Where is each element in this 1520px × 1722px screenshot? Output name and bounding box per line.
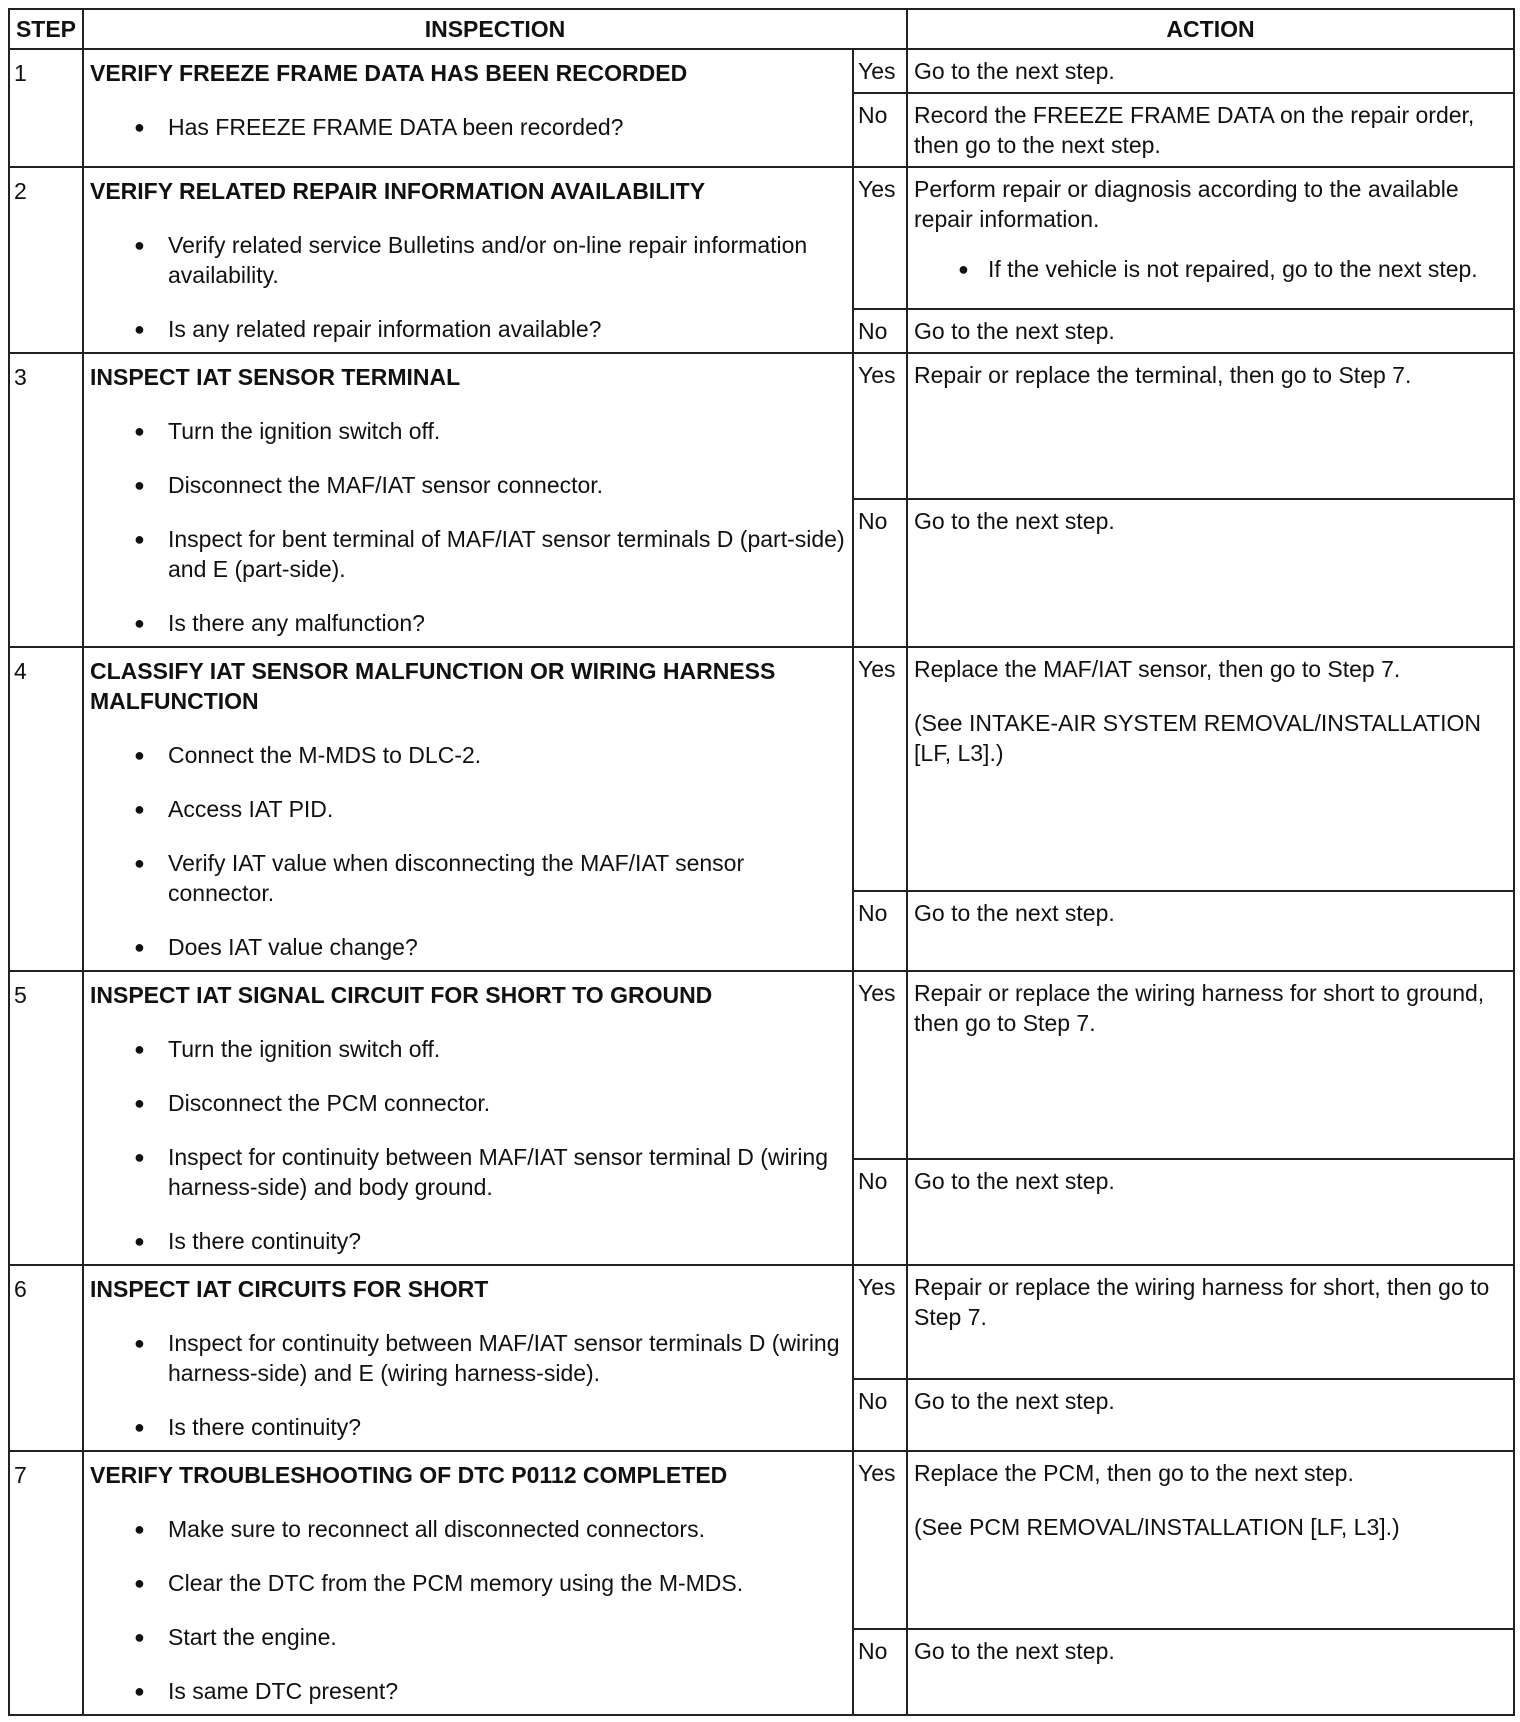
no-action: Go to the next step. — [907, 1159, 1514, 1265]
step-number: 2 — [9, 167, 83, 353]
step-title: VERIFY FREEZE FRAME DATA HAS BEEN RECORDED — [90, 60, 688, 86]
bullet-list — [90, 740, 846, 962]
header-step: STEP — [9, 9, 83, 49]
no-label: No — [853, 1629, 907, 1715]
bullet-item: ● Is there continuity? — [90, 1226, 846, 1256]
bullet-item: ● Has FREEZE FRAME DATA been recorded? — [90, 112, 846, 142]
bullet-item: ● Turn the ignition switch off. — [90, 1034, 846, 1064]
yes-action: Replace the PCM, then go to the next step. — [914, 1460, 1354, 1486]
yes-label: Yes — [853, 647, 907, 891]
bullet-list — [90, 112, 846, 142]
step-inspection — [83, 971, 853, 1265]
no-label: No — [853, 891, 907, 971]
no-label: No — [853, 1379, 907, 1451]
yes-note: (See INTAKE-AIR SYSTEM REMOVAL/INSTALLATION [LF, L3].) — [914, 710, 1482, 766]
bullet-item: ● Is same DTC present? — [90, 1676, 846, 1706]
yes-label: Yes — [853, 1265, 907, 1379]
yes-action-cell — [907, 1451, 1514, 1629]
step-2-yes-row — [9, 167, 1514, 309]
yes-label: Yes — [853, 167, 907, 309]
bullet-item: ● Is there continuity? — [90, 1412, 846, 1442]
bullet-item: ● Is there any malfunction? — [90, 608, 846, 638]
bullet-item: ● Access IAT PID. — [90, 794, 846, 824]
step-inspection — [83, 1265, 853, 1451]
yes-action-cell — [907, 647, 1514, 891]
bullet-item: ● Clear the DTC from the PCM memory using the M-MDS. — [90, 1568, 846, 1598]
step-title: VERIFY TROUBLESHOOTING OF DTC P0112 COMPLETED — [90, 1462, 728, 1488]
bullet-item: ● Make sure to reconnect all disconnected connectors. — [90, 1514, 846, 1544]
step-7-yes-row — [9, 1451, 1514, 1629]
bullet-list — [90, 1514, 846, 1706]
header-action: ACTION — [907, 9, 1514, 49]
step-title: INSPECT IAT SENSOR TERMINAL — [90, 364, 461, 390]
no-action: Go to the next step. — [907, 1379, 1514, 1451]
bullet-list — [90, 230, 846, 344]
bullet-item: ● Disconnect the MAF/IAT sensor connector. — [90, 470, 846, 500]
step-1-yes-row — [9, 49, 1514, 93]
no-label: No — [853, 499, 907, 647]
troubleshooting-table — [8, 8, 1515, 1716]
step-number: 6 — [9, 1265, 83, 1451]
yes-action: Perform repair or diagnosis according to the available repair information. — [914, 176, 1459, 232]
bullet-item: ● Is any related repair information available? — [90, 314, 846, 344]
bullet-list — [90, 1034, 846, 1256]
no-action: Go to the next step. — [907, 1629, 1514, 1715]
yes-label: Yes — [853, 971, 907, 1159]
step-5-yes-row — [9, 971, 1514, 1159]
yes-action: Repair or replace the wiring harness for short to ground, then go to Step 7. — [907, 971, 1514, 1159]
step-inspection — [83, 647, 853, 971]
bullet-item: ● Start the engine. — [90, 1622, 846, 1652]
no-action: Go to the next step. — [907, 891, 1514, 971]
step-inspection — [83, 167, 853, 353]
step-title: VERIFY RELATED REPAIR INFORMATION AVAILABILITY — [90, 178, 706, 204]
step-title: INSPECT IAT CIRCUITS FOR SHORT — [90, 1276, 489, 1302]
bullet-list — [90, 1328, 846, 1442]
yes-action: Go to the next step. — [907, 49, 1514, 93]
step-title: INSPECT IAT SIGNAL CIRCUIT FOR SHORT TO GROUND — [90, 982, 713, 1008]
step-4-yes-row — [9, 647, 1514, 891]
bullet-item: ● Inspect for bent terminal of MAF/IAT sensor terminals D (part-side) and E (part-side). — [90, 524, 846, 584]
bullet-list — [90, 416, 846, 638]
bullet-item: ● Turn the ignition switch off. — [90, 416, 846, 446]
step-number: 3 — [9, 353, 83, 647]
action-bullet-list — [914, 254, 1507, 284]
header-inspection: INSPECTION — [83, 9, 907, 49]
step-inspection — [83, 1451, 853, 1715]
no-action: Record the FREEZE FRAME DATA on the repair order, then go to the next step. — [907, 93, 1514, 167]
no-action: Go to the next step. — [907, 499, 1514, 647]
no-label: No — [853, 93, 907, 167]
step-number: 1 — [9, 49, 83, 167]
yes-label: Yes — [853, 353, 907, 499]
yes-action: Replace the MAF/IAT sensor, then go to Step 7. — [914, 656, 1401, 682]
bullet-item: ● Verify related service Bulletins and/or on-line repair information availability. — [90, 230, 846, 290]
step-inspection — [83, 49, 853, 167]
yes-label: Yes — [853, 1451, 907, 1629]
bullet-item: ● Inspect for continuity between MAF/IAT sensor terminals D (wiring harness-side) and E (wiring harness-side). — [90, 1328, 846, 1388]
no-label: No — [853, 1159, 907, 1265]
yes-label: Yes — [853, 49, 907, 93]
action-bullet-item: ● If the vehicle is not repaired, go to the next step. — [914, 254, 1507, 284]
step-number: 5 — [9, 971, 83, 1265]
step-number: 4 — [9, 647, 83, 971]
step-number: 7 — [9, 1451, 83, 1715]
yes-note: (See PCM REMOVAL/INSTALLATION [LF, L3].) — [914, 1514, 1400, 1540]
step-3-yes-row — [9, 353, 1514, 499]
yes-action: Repair or replace the wiring harness for short, then go to Step 7. — [907, 1265, 1514, 1379]
no-action: Go to the next step. — [907, 309, 1514, 353]
bullet-item: ● Disconnect the PCM connector. — [90, 1088, 846, 1118]
header-row — [9, 9, 1514, 49]
bullet-item: ● Connect the M-MDS to DLC-2. — [90, 740, 846, 770]
step-inspection — [83, 353, 853, 647]
yes-action: Repair or replace the terminal, then go to Step 7. — [907, 353, 1514, 499]
bullet-item: ● Does IAT value change? — [90, 932, 846, 962]
bullet-item: ● Verify IAT value when disconnecting the MAF/IAT sensor connector. — [90, 848, 846, 908]
step-title: CLASSIFY IAT SENSOR MALFUNCTION OR WIRING HARNESS MALFUNCTION — [90, 658, 776, 714]
no-label: No — [853, 309, 907, 353]
step-6-yes-row — [9, 1265, 1514, 1379]
yes-action-cell — [907, 167, 1514, 309]
bullet-item: ● Inspect for continuity between MAF/IAT sensor terminal D (wiring harness-side) and body ground. — [90, 1142, 846, 1202]
